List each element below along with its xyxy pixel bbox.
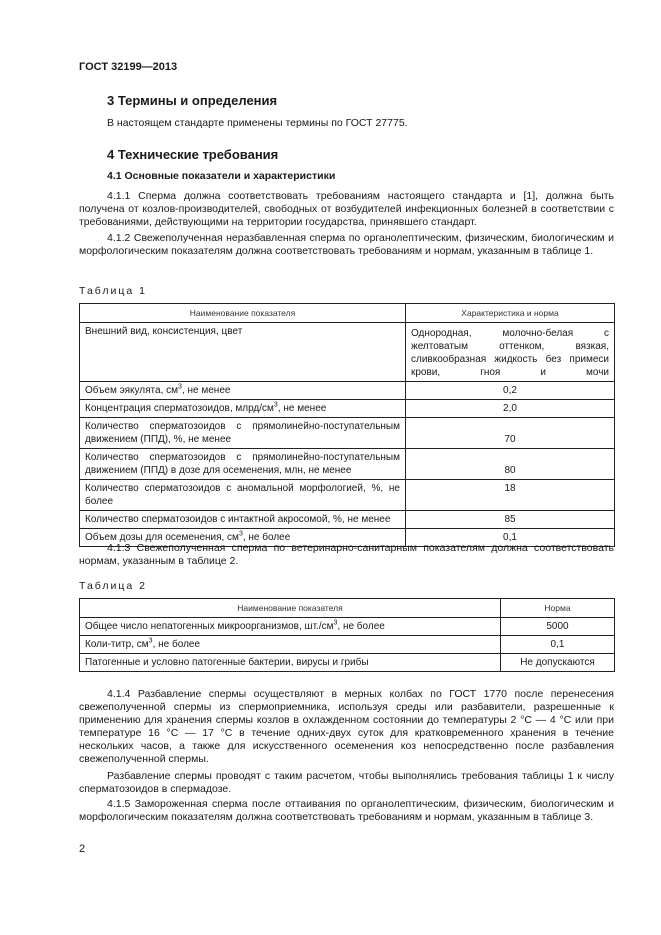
table-cell (80, 618, 501, 636)
table-row (80, 323, 615, 382)
table-row (80, 418, 615, 449)
section-4-title: 4 Технические требования (107, 147, 279, 162)
table-cell (80, 382, 406, 400)
table-row (80, 480, 615, 511)
table-header-cell: Наименование показателя (80, 304, 406, 323)
table-header-row (80, 599, 615, 618)
table-cell: 85 (406, 511, 615, 529)
page-number: 2 (79, 843, 86, 855)
table-row (80, 382, 615, 400)
table-cell: 2,0 (406, 400, 615, 418)
paragraph-4-1-4: 4.1.4 Разбавление спермы осуществляют в мерных колбах по ГОСТ 1770 после перенесения свежеполученной спермы из спермоприемника, используя среды или разбавители, разрешенные к применению для хранения спермы козлов в охлажденном состоянии до температуры 2 °С — 4 °С или при температуре 16 °С — 17 °С в течение одних-двух суток для кратковременного хранения в течение нескольких часов, а также для искусственного осеменения коз непосредственно после разбавления свежеполученной спермы. (79, 688, 614, 765)
table-cell: Патогенные и условно патогенные бактерии, вирусы и грибы (80, 654, 501, 672)
paragraph-4-1-5: 4.1.5 Замороженная сперма после оттаивания по органолептическим, физическим, биологическим и морфологическим показателям должна соответствовать требованиям и нормам, указанным в таблице 3. (79, 798, 614, 823)
table-2 (79, 598, 615, 672)
table-cell: Однородная, молочно-белая с желтоватым оттенком, вязкая, сливкообразная жидкость без примеси крови, гноя и мочи (406, 323, 615, 382)
table-cell: Количество сперматозоидов с аномальной морфологией, %, не более (80, 480, 406, 511)
table-2-caption: Таблица 2 (79, 580, 147, 592)
cell-text: Концентрация сперматозоидов, млрд/см (85, 403, 274, 414)
table-row (80, 636, 615, 654)
table-row (80, 449, 615, 480)
table-header-cell: Норма (501, 599, 615, 618)
table-cell: Не допускаются (501, 654, 615, 672)
table-cell: Количество сперматозоидов с прямолинейно-поступательным движением (ППД) в дозе для осеменения, млн, не менее (80, 449, 406, 480)
table-row (80, 618, 615, 636)
paragraph-4-1-2: 4.1.2 Свежеполученная неразбавленная сперма по органолептическим, физическим, биологическим и морфологическим показателям должна соответствовать требованиям и нормам, указанным в таблице 1. (79, 232, 614, 257)
table-cell: 0,1 (501, 636, 615, 654)
paragraph-4-1-3: 4.1.3 Свежеполученная сперма по ветеринарно-санитарным показателям должна соответствовать нормам, указанным в таблице 2. (79, 542, 614, 567)
cell-text: , не более (337, 621, 385, 632)
table-row (80, 400, 615, 418)
superscript: 3 (178, 383, 182, 391)
table-cell (80, 636, 501, 654)
cell-text: Объем эякулята, см (85, 385, 179, 396)
superscript: 3 (148, 637, 153, 645)
table-row (80, 511, 615, 529)
paragraph-4-1-1: 4.1.1 Сперма должна соответствовать требованиям настоящего стандарта и [1], должна быть получена от козлов-производителей, свободных от возбудителей инфекционных болезней в соответствии с требованиями, действующими на территории государства, принявшего стандарт. (79, 190, 614, 228)
cell-text: , не менее (277, 403, 327, 414)
table-cell: 70 (406, 418, 615, 449)
table-cell (80, 400, 406, 418)
table-header-row (80, 304, 615, 323)
paragraph-4-1-4-continued: Разбавление спермы проводят с таким расчетом, чтобы выполнялись требования таблицы 1 к числу сперматозоидов в спермадозе. (79, 770, 614, 795)
table-cell: 18 (406, 480, 615, 511)
table-cell: 80 (406, 449, 615, 480)
cell-text: , не более (152, 639, 201, 650)
table-cell: 0,2 (406, 382, 615, 400)
section-3-title: 3 Термины и определения (107, 93, 278, 108)
cell-text: Общее число непатогенных микроорганизмов, шт./см (85, 621, 334, 632)
table-cell: Количество сперматозоидов с интактной акросомой, %, не менее (80, 511, 406, 529)
table-cell: 0,1 (406, 529, 615, 547)
cell-text: , не более (242, 532, 291, 543)
table-header-cell: Наименование показателя (80, 599, 501, 618)
table-cell: Количество сперматозоидов с прямолинейно-поступательным движением (ППД), %, не менее (80, 418, 406, 449)
subsection-4-1-title: 4.1 Основные показатели и характеристики (107, 170, 336, 182)
table-row (80, 654, 615, 672)
cell-text: , не менее (181, 385, 231, 396)
cell-text: Коли-титр, см (85, 639, 149, 650)
table-1-caption: Таблица 1 (79, 285, 147, 297)
table-header-cell: Характеристика и норма (406, 304, 615, 323)
table-cell: 5000 (501, 618, 615, 636)
table-cell: Внешний вид, консистенция, цвет (80, 323, 406, 382)
superscript: 3 (333, 619, 338, 627)
section-3-text: В настоящем стандарте применены термины по ГОСТ 27775. (107, 117, 408, 129)
cell-text: Объем дозы для осеменения, см (85, 532, 239, 543)
superscript: 3 (238, 530, 243, 538)
standard-code: ГОСТ 32199—2013 (79, 61, 178, 73)
superscript: 3 (273, 401, 278, 409)
table-1 (79, 303, 615, 547)
